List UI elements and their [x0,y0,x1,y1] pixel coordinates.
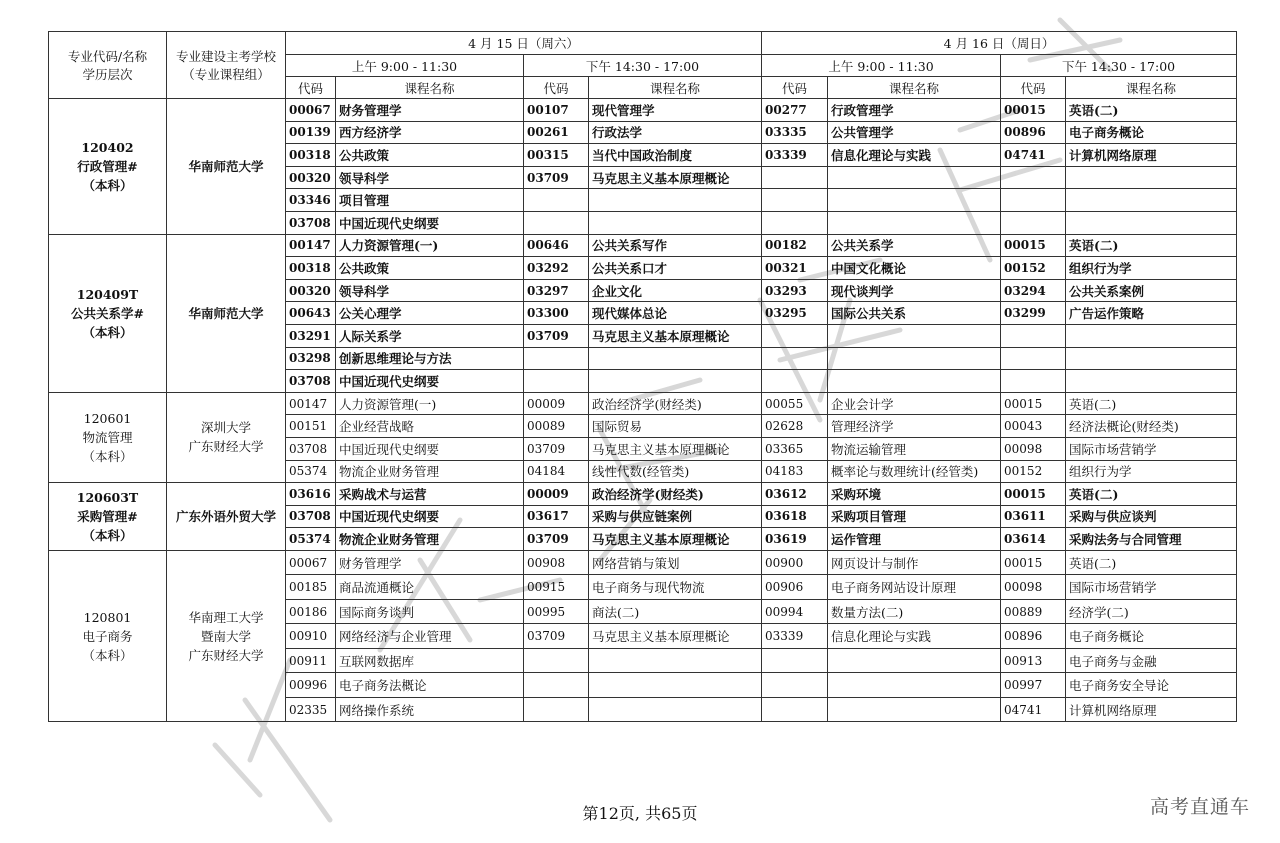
course-name [828,166,1001,189]
course-code: 03365 [762,437,828,460]
header-major: 专业代码/名称 学历层次 [49,32,167,99]
course-name: 采购战术与运营 [336,483,524,506]
course-code: 00896 [1001,624,1066,649]
course-code: 00910 [286,624,336,649]
course-code: 03299 [1001,302,1066,325]
course-code: 00889 [1001,599,1066,624]
table-row [49,234,1237,257]
course-code: 00043 [1001,415,1066,438]
course-name [589,673,762,698]
course-code: 03339 [762,624,828,649]
course-code: 03335 [762,121,828,144]
course-code: 00067 [286,99,336,122]
course-name: 马克思主义基本原理概论 [589,166,762,189]
course-code [1001,370,1066,393]
course-name: 企业会计学 [828,392,1001,415]
course-code: 03618 [762,505,828,528]
course-code: 03339 [762,144,828,167]
course-name: 信息化理论与实践 [828,624,1001,649]
course-name: 行政管理学 [828,99,1001,122]
course-code [524,211,589,234]
course-code: 03709 [524,437,589,460]
course-name [589,648,762,673]
course-name: 当代中国政治制度 [589,144,762,167]
course-name: 现代谈判学 [828,279,1001,302]
course-name: 现代媒体总论 [589,302,762,325]
course-code: 00261 [524,121,589,144]
course-code: 03709 [524,166,589,189]
course-code [762,324,828,347]
major-cell: 120402 行政管理# （本科） [49,99,167,235]
course-code [524,697,589,722]
course-name: 西方经济学 [336,121,524,144]
course-code [1001,347,1066,370]
course-name: 财务管理学 [336,550,524,575]
course-name: 采购与供应谈判 [1066,505,1237,528]
course-code: 00908 [524,550,589,575]
course-name [1066,370,1237,393]
course-name: 网络经济与企业管理 [336,624,524,649]
course-name: 线性代数(经管类) [589,460,762,483]
header-day2-am: 上午 9:00 - 11:30 [762,55,1001,77]
header-course: 课程名称 [336,77,524,99]
course-name: 中国近现代史纲要 [336,505,524,528]
course-name: 中国近现代史纲要 [336,211,524,234]
course-code: 03295 [762,302,828,325]
course-name: 马克思主义基本原理概论 [589,528,762,551]
header-code: 代码 [762,77,828,99]
course-name: 创新思维理论与方法 [336,347,524,370]
course-code [1001,189,1066,212]
course-name: 国际市场营销学 [1066,575,1237,600]
course-code: 03298 [286,347,336,370]
course-name: 国际商务谈判 [336,599,524,624]
course-name: 中国近现代史纲要 [336,437,524,460]
header-day2-pm: 下午 14:30 - 17:00 [1001,55,1237,77]
course-code [1001,324,1066,347]
course-name: 网络操作系统 [336,697,524,722]
course-name: 互联网数据库 [336,648,524,673]
course-name: 现代管理学 [589,99,762,122]
course-code: 05374 [286,528,336,551]
course-code: 03709 [524,324,589,347]
course-code: 03616 [286,483,336,506]
course-code: 03614 [1001,528,1066,551]
course-name: 电子商务安全导论 [1066,673,1237,698]
course-name: 概率论与数理统计(经管类) [828,460,1001,483]
course-code: 03709 [524,624,589,649]
course-name [589,211,762,234]
course-name: 国际贸易 [589,415,762,438]
course-code [524,189,589,212]
course-code: 03617 [524,505,589,528]
header-code: 代码 [1001,77,1066,99]
course-name: 英语(二) [1066,392,1237,415]
course-name [589,189,762,212]
course-name: 电子商务概论 [1066,121,1237,144]
table-row [49,392,1237,415]
course-name [1066,324,1237,347]
course-code: 00320 [286,279,336,302]
course-code: 03291 [286,324,336,347]
course-code: 00147 [286,234,336,257]
course-code: 00906 [762,575,828,600]
course-name: 中国近现代史纲要 [336,370,524,393]
course-code: 04184 [524,460,589,483]
course-code: 00318 [286,257,336,280]
course-name: 项目管理 [336,189,524,212]
header-course: 课程名称 [589,77,762,99]
header-day2: 4 月 16 日（周日） [762,32,1237,55]
course-name [1066,211,1237,234]
course-name: 网络营销与策划 [589,550,762,575]
course-name: 经济学(二) [1066,599,1237,624]
course-code [524,648,589,673]
course-name: 国际公共关系 [828,302,1001,325]
school-cell: 广东外语外贸大学 [167,483,286,551]
course-name: 采购法务与合同管理 [1066,528,1237,551]
course-code: 05374 [286,460,336,483]
schedule-body [49,99,1237,722]
course-code: 03708 [286,505,336,528]
course-code: 03709 [524,528,589,551]
course-code: 00900 [762,550,828,575]
course-name [828,189,1001,212]
course-name [828,324,1001,347]
course-code: 00646 [524,234,589,257]
course-code: 03297 [524,279,589,302]
course-name: 企业文化 [589,279,762,302]
course-code: 03708 [286,370,336,393]
course-name [589,347,762,370]
course-code: 00015 [1001,234,1066,257]
course-name: 数量方法(二) [828,599,1001,624]
course-code: 00098 [1001,575,1066,600]
schedule-table [48,31,1237,722]
course-name: 采购项目管理 [828,505,1001,528]
course-code [1001,166,1066,189]
course-name [1066,166,1237,189]
course-code: 02335 [286,697,336,722]
course-name [1066,347,1237,370]
school-cell: 华南师范大学 [167,99,286,235]
course-name: 英语(二) [1066,483,1237,506]
course-name: 领导科学 [336,279,524,302]
course-name: 公共政策 [336,144,524,167]
course-name [589,697,762,722]
major-cell: 120603T 采购管理# （本科） [49,483,167,551]
school-cell: 华南理工大学 暨南大学 广东财经大学 [167,550,286,722]
course-code: 00896 [1001,121,1066,144]
course-name: 财务管理学 [336,99,524,122]
course-name: 组织行为学 [1066,257,1237,280]
course-name: 电子商务与现代物流 [589,575,762,600]
course-name: 电子商务概论 [1066,624,1237,649]
header-course: 课程名称 [828,77,1001,99]
course-code: 00318 [286,144,336,167]
course-code: 00139 [286,121,336,144]
course-code: 00151 [286,415,336,438]
course-name [1066,189,1237,212]
course-name: 人力资源管理(一) [336,234,524,257]
course-code: 00186 [286,599,336,624]
course-name: 英语(二) [1066,99,1237,122]
course-name: 广告运作策略 [1066,302,1237,325]
course-code: 00996 [286,673,336,698]
course-code [524,370,589,393]
course-name: 电子商务与金融 [1066,648,1237,673]
course-code: 00915 [524,575,589,600]
course-name: 中国文化概论 [828,257,1001,280]
course-name: 政治经济学(财经类) [589,392,762,415]
course-name [589,370,762,393]
course-code: 00152 [1001,460,1066,483]
course-code: 00913 [1001,648,1066,673]
school-cell: 深圳大学 广东财经大学 [167,392,286,482]
course-name: 采购与供应链案例 [589,505,762,528]
course-code: 00015 [1001,483,1066,506]
course-name [828,370,1001,393]
course-code: 00147 [286,392,336,415]
course-code: 03619 [762,528,828,551]
course-code: 04741 [1001,144,1066,167]
course-name: 商品流通概论 [336,575,524,600]
course-code: 03612 [762,483,828,506]
table-row [49,483,1237,506]
school-cell: 华南师范大学 [167,234,286,392]
course-code: 00320 [286,166,336,189]
course-code [762,166,828,189]
course-name [828,673,1001,698]
header-code: 代码 [524,77,589,99]
header-code: 代码 [286,77,336,99]
course-code: 03346 [286,189,336,212]
table-row [49,550,1237,575]
course-code [762,189,828,212]
header-day1-pm: 下午 14:30 - 17:00 [524,55,762,77]
course-name: 领导科学 [336,166,524,189]
course-code [762,347,828,370]
course-code: 00152 [1001,257,1066,280]
course-code: 00015 [1001,99,1066,122]
header-day1-am: 上午 9:00 - 11:30 [286,55,524,77]
course-name: 人力资源管理(一) [336,392,524,415]
course-code [762,211,828,234]
course-name: 网页设计与制作 [828,550,1001,575]
major-cell: 120801 电子商务 （本科） [49,550,167,722]
course-code [524,673,589,698]
course-name: 企业经营战略 [336,415,524,438]
course-name: 经济法概论(财经类) [1066,415,1237,438]
major-cell: 120409T 公共关系学# （本科） [49,234,167,392]
course-code: 00185 [286,575,336,600]
course-name: 国际市场营销学 [1066,437,1237,460]
course-code: 00994 [762,599,828,624]
course-code: 00015 [1001,550,1066,575]
course-code: 03293 [762,279,828,302]
course-name: 组织行为学 [1066,460,1237,483]
course-code: 00911 [286,648,336,673]
course-code [762,648,828,673]
course-name: 采购环境 [828,483,1001,506]
header-course: 课程名称 [1066,77,1237,99]
course-name [828,648,1001,673]
course-name: 公共关系口才 [589,257,762,280]
course-code: 03292 [524,257,589,280]
course-code: 03708 [286,211,336,234]
course-name: 公共管理学 [828,121,1001,144]
course-name [828,347,1001,370]
course-name: 计算机网络原理 [1066,697,1237,722]
course-code: 00055 [762,392,828,415]
page-number: 第12页, 共65页 [582,804,698,823]
course-name: 马克思主义基本原理概论 [589,437,762,460]
course-code: 00067 [286,550,336,575]
course-name: 运作管理 [828,528,1001,551]
course-code: 00997 [1001,673,1066,698]
course-name: 行政法学 [589,121,762,144]
course-code [524,347,589,370]
course-code: 03294 [1001,279,1066,302]
course-code [762,673,828,698]
major-cell: 120601 物流管理 （本科） [49,392,167,482]
course-name: 物流运输管理 [828,437,1001,460]
header-day1: 4 月 15 日（周六） [286,32,762,55]
course-name [828,697,1001,722]
table-row [49,99,1237,122]
course-code: 03708 [286,437,336,460]
course-name: 公共关系案例 [1066,279,1237,302]
course-name: 马克思主义基本原理概论 [589,324,762,347]
course-name: 人际关系学 [336,324,524,347]
course-name: 公共政策 [336,257,524,280]
course-code [762,370,828,393]
course-name: 公共关系学 [828,234,1001,257]
course-code: 02628 [762,415,828,438]
course-name: 马克思主义基本原理概论 [589,624,762,649]
course-code: 03300 [524,302,589,325]
course-code: 00277 [762,99,828,122]
course-code: 03611 [1001,505,1066,528]
course-code: 00009 [524,483,589,506]
course-name: 管理经济学 [828,415,1001,438]
course-name: 计算机网络原理 [1066,144,1237,167]
course-name [828,211,1001,234]
course-code: 00321 [762,257,828,280]
header-school: 专业建设主考学校 （专业课程组） [167,32,286,99]
course-name: 物流企业财务管理 [336,528,524,551]
course-name: 信息化理论与实践 [828,144,1001,167]
course-code [762,697,828,722]
course-code [1001,211,1066,234]
course-code: 00107 [524,99,589,122]
course-code: 00315 [524,144,589,167]
course-name: 电子商务网站设计原理 [828,575,1001,600]
course-name: 商法(二) [589,599,762,624]
course-name: 政治经济学(财经类) [589,483,762,506]
course-name: 电子商务法概论 [336,673,524,698]
course-code: 00098 [1001,437,1066,460]
course-code: 00009 [524,392,589,415]
course-name: 物流企业财务管理 [336,460,524,483]
course-name: 英语(二) [1066,234,1237,257]
course-code: 00643 [286,302,336,325]
course-code: 04183 [762,460,828,483]
course-name: 公关心理学 [336,302,524,325]
course-code: 00015 [1001,392,1066,415]
course-code: 00182 [762,234,828,257]
course-name: 英语(二) [1066,550,1237,575]
brand-watermark: 高考直通车 [1149,796,1250,818]
course-code: 04741 [1001,697,1066,722]
course-code: 00995 [524,599,589,624]
course-name: 公共关系写作 [589,234,762,257]
course-code: 00089 [524,415,589,438]
